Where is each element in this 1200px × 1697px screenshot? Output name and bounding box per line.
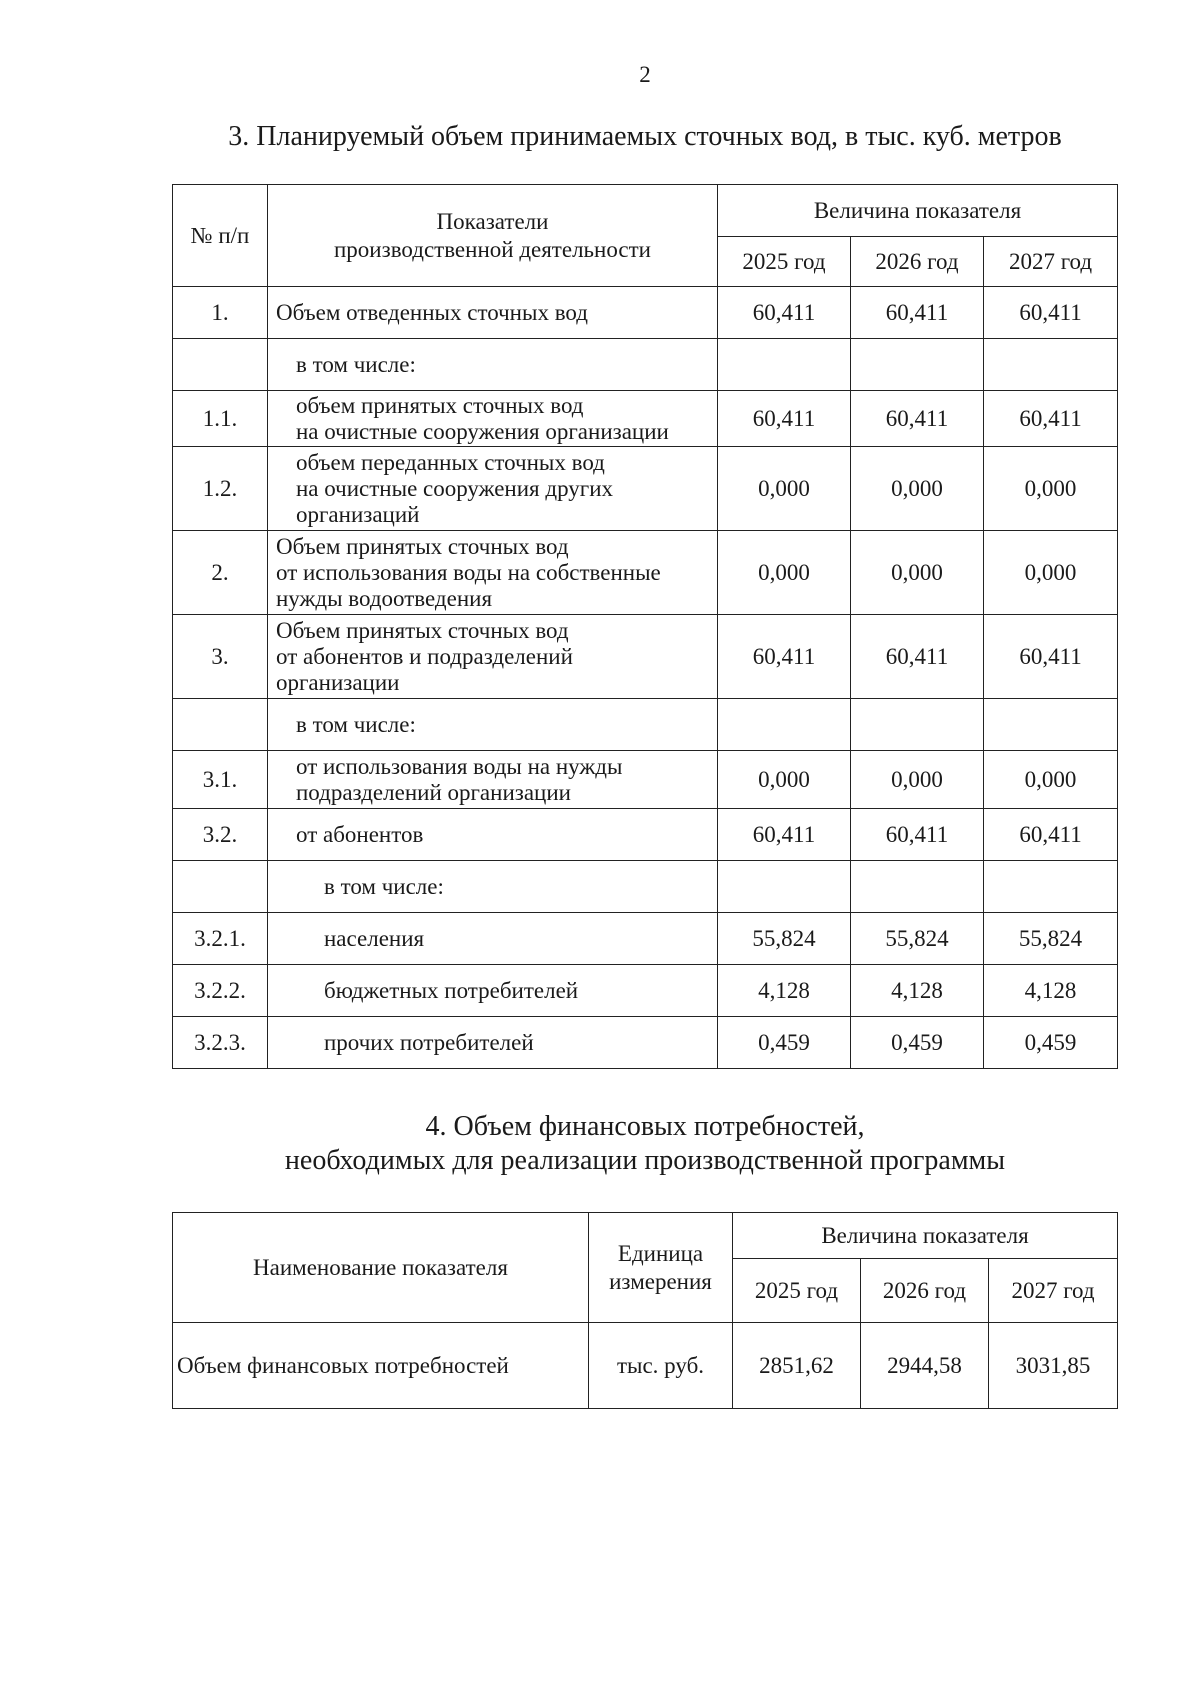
header-year-2025: 2025 год [718, 237, 851, 287]
row-value-2025: 60,411 [718, 809, 851, 861]
header-indicator [268, 185, 718, 287]
row-value-2027 [984, 861, 1118, 913]
row-value-2027: 60,411 [984, 287, 1118, 339]
row-value-2027: 0,459 [984, 1017, 1118, 1069]
row-name: Объем финансовых потребностей [173, 1323, 589, 1409]
row-indicator-line: организаций [296, 501, 420, 527]
header-year-2025: 2025 год [733, 1259, 861, 1323]
row-indicator-line: подразделений организации [296, 779, 571, 805]
wastewater-volume-table [172, 184, 1118, 1069]
row-value-2026: 0,000 [851, 751, 984, 809]
header-value-group: Величина показателя [733, 1213, 1118, 1259]
row-indicator-line: от использования воды на собственные [276, 559, 661, 585]
table-row [173, 531, 1118, 615]
row-indicator-line: от использования воды на нужды [296, 753, 623, 779]
row-indicator-line: на очистные сооружения организации [296, 418, 669, 444]
row-num: 1.2. [173, 447, 268, 531]
row-indicator-line: объем принятых сточных вод [296, 392, 584, 418]
row-value-2026: 60,411 [851, 615, 984, 699]
row-value-2027: 60,411 [984, 615, 1118, 699]
row-indicator-line: населения [324, 925, 425, 951]
row-value-2025: 0,000 [718, 751, 851, 809]
row-value-2027 [984, 339, 1118, 391]
header-indicator-line2: производственной деятельности [334, 236, 651, 262]
header-value-group: Величина показателя [718, 185, 1118, 237]
row-value-2026: 0,000 [851, 531, 984, 615]
row-indicator [268, 531, 718, 615]
table-row [173, 287, 1118, 339]
row-unit: тыс. руб. [589, 1323, 733, 1409]
row-indicator [268, 287, 718, 339]
row-value-2027: 55,824 [984, 913, 1118, 965]
row-value-2027: 60,411 [984, 391, 1118, 447]
row-indicator-line: объем переданных сточных вод [296, 449, 605, 475]
row-indicator [268, 861, 718, 913]
row-value-2026 [851, 699, 984, 751]
row-indicator-line: в том числе: [296, 711, 416, 737]
row-indicator-line: организации [276, 669, 400, 695]
row-num [173, 339, 268, 391]
row-indicator-line: на очистные сооружения других [296, 475, 614, 501]
row-value-2026 [851, 339, 984, 391]
row-value-2025: 0,000 [718, 531, 851, 615]
row-num: 3.2. [173, 809, 268, 861]
row-value-2026: 55,824 [851, 913, 984, 965]
row-indicator [268, 965, 718, 1017]
section-4-title [0, 1110, 1200, 1178]
table-row [173, 751, 1118, 809]
table-row [173, 339, 1118, 391]
table-row [173, 965, 1118, 1017]
row-indicator [268, 913, 718, 965]
row-value-2025: 55,824 [718, 913, 851, 965]
row-value-2025: 2851,62 [733, 1323, 861, 1409]
row-indicator [268, 809, 718, 861]
row-num [173, 861, 268, 913]
row-indicator [268, 447, 718, 531]
row-value-2027: 0,000 [984, 531, 1118, 615]
table-row [173, 615, 1118, 699]
row-indicator-line: в том числе: [296, 351, 416, 377]
row-num: 3.1. [173, 751, 268, 809]
header-year-2026: 2026 год [861, 1259, 989, 1323]
header-indicator-line1: Показатели [436, 208, 549, 234]
row-indicator-line: от абонентов [296, 821, 424, 847]
row-value-2027 [984, 699, 1118, 751]
row-value-2026: 60,411 [851, 287, 984, 339]
table-row [173, 699, 1118, 751]
row-num: 2. [173, 531, 268, 615]
row-value-2026: 0,000 [851, 447, 984, 531]
row-value-2025 [718, 699, 851, 751]
financial-needs-table [172, 1212, 1118, 1409]
table-row [173, 861, 1118, 913]
row-num [173, 699, 268, 751]
row-num: 3.2.2. [173, 965, 268, 1017]
row-value-2026 [851, 861, 984, 913]
row-indicator [268, 615, 718, 699]
table-row [173, 391, 1118, 447]
row-value-2025: 0,000 [718, 447, 851, 531]
row-value-2026: 0,459 [851, 1017, 984, 1069]
header-name: Наименование показателя [173, 1213, 589, 1323]
header-unit [589, 1213, 733, 1323]
row-indicator-line: Объем принятых сточных вод [276, 533, 569, 559]
row-value-2025: 0,459 [718, 1017, 851, 1069]
row-num: 1. [173, 287, 268, 339]
table-row [173, 1323, 1118, 1409]
row-indicator [268, 1017, 718, 1069]
section-4-title-line2: необходимых для реализации производственной программы [284, 1145, 1006, 1176]
row-indicator-line: прочих потребителей [324, 1029, 534, 1055]
row-indicator-line: Объем принятых сточных вод [276, 617, 569, 643]
row-indicator-line: от абонентов и подразделений [276, 643, 573, 669]
row-indicator [268, 699, 718, 751]
row-value-2027: 0,000 [984, 751, 1118, 809]
row-value-2025: 60,411 [718, 615, 851, 699]
row-value-2027: 60,411 [984, 809, 1118, 861]
row-indicator-line: Объем отведенных сточных вод [276, 299, 588, 325]
row-indicator [268, 339, 718, 391]
row-indicator [268, 391, 718, 447]
row-indicator-line: нужды водоотведения [276, 585, 493, 611]
row-num: 3.2.1. [173, 913, 268, 965]
header-year-2027: 2027 год [984, 237, 1118, 287]
row-value-2027: 0,000 [984, 447, 1118, 531]
row-value-2025: 60,411 [718, 287, 851, 339]
table-row [173, 913, 1118, 965]
row-indicator [268, 751, 718, 809]
row-num: 3.2.3. [173, 1017, 268, 1069]
row-value-2027: 4,128 [984, 965, 1118, 1017]
header-year-2026: 2026 год [851, 237, 984, 287]
row-num: 1.1. [173, 391, 268, 447]
page-number: 2 [639, 62, 651, 87]
row-value-2025: 60,411 [718, 391, 851, 447]
row-value-2026: 4,128 [851, 965, 984, 1017]
table-row [173, 809, 1118, 861]
row-num: 3. [173, 615, 268, 699]
row-value-2025 [718, 861, 851, 913]
section-3-title: 3. Планируемый объем принимаемых сточных вод, в тыс. куб. метров [228, 121, 1062, 152]
section-4-title-line1: 4. Объем финансовых потребностей, [425, 1111, 865, 1142]
header-num: № п/п [173, 185, 268, 287]
row-value-2026: 60,411 [851, 391, 984, 447]
row-indicator-line: бюджетных потребителей [324, 977, 579, 1003]
header-unit-line1: Единица [617, 1240, 704, 1266]
row-value-2026: 60,411 [851, 809, 984, 861]
table-row [173, 1017, 1118, 1069]
row-indicator-line: в том числе: [324, 873, 444, 899]
row-value-2027: 3031,85 [989, 1323, 1118, 1409]
header-unit-line2: измерения [609, 1268, 712, 1294]
row-value-2026: 2944,58 [861, 1323, 989, 1409]
row-value-2025: 4,128 [718, 965, 851, 1017]
table-row [173, 447, 1118, 531]
header-year-2027: 2027 год [989, 1259, 1118, 1323]
row-value-2025 [718, 339, 851, 391]
